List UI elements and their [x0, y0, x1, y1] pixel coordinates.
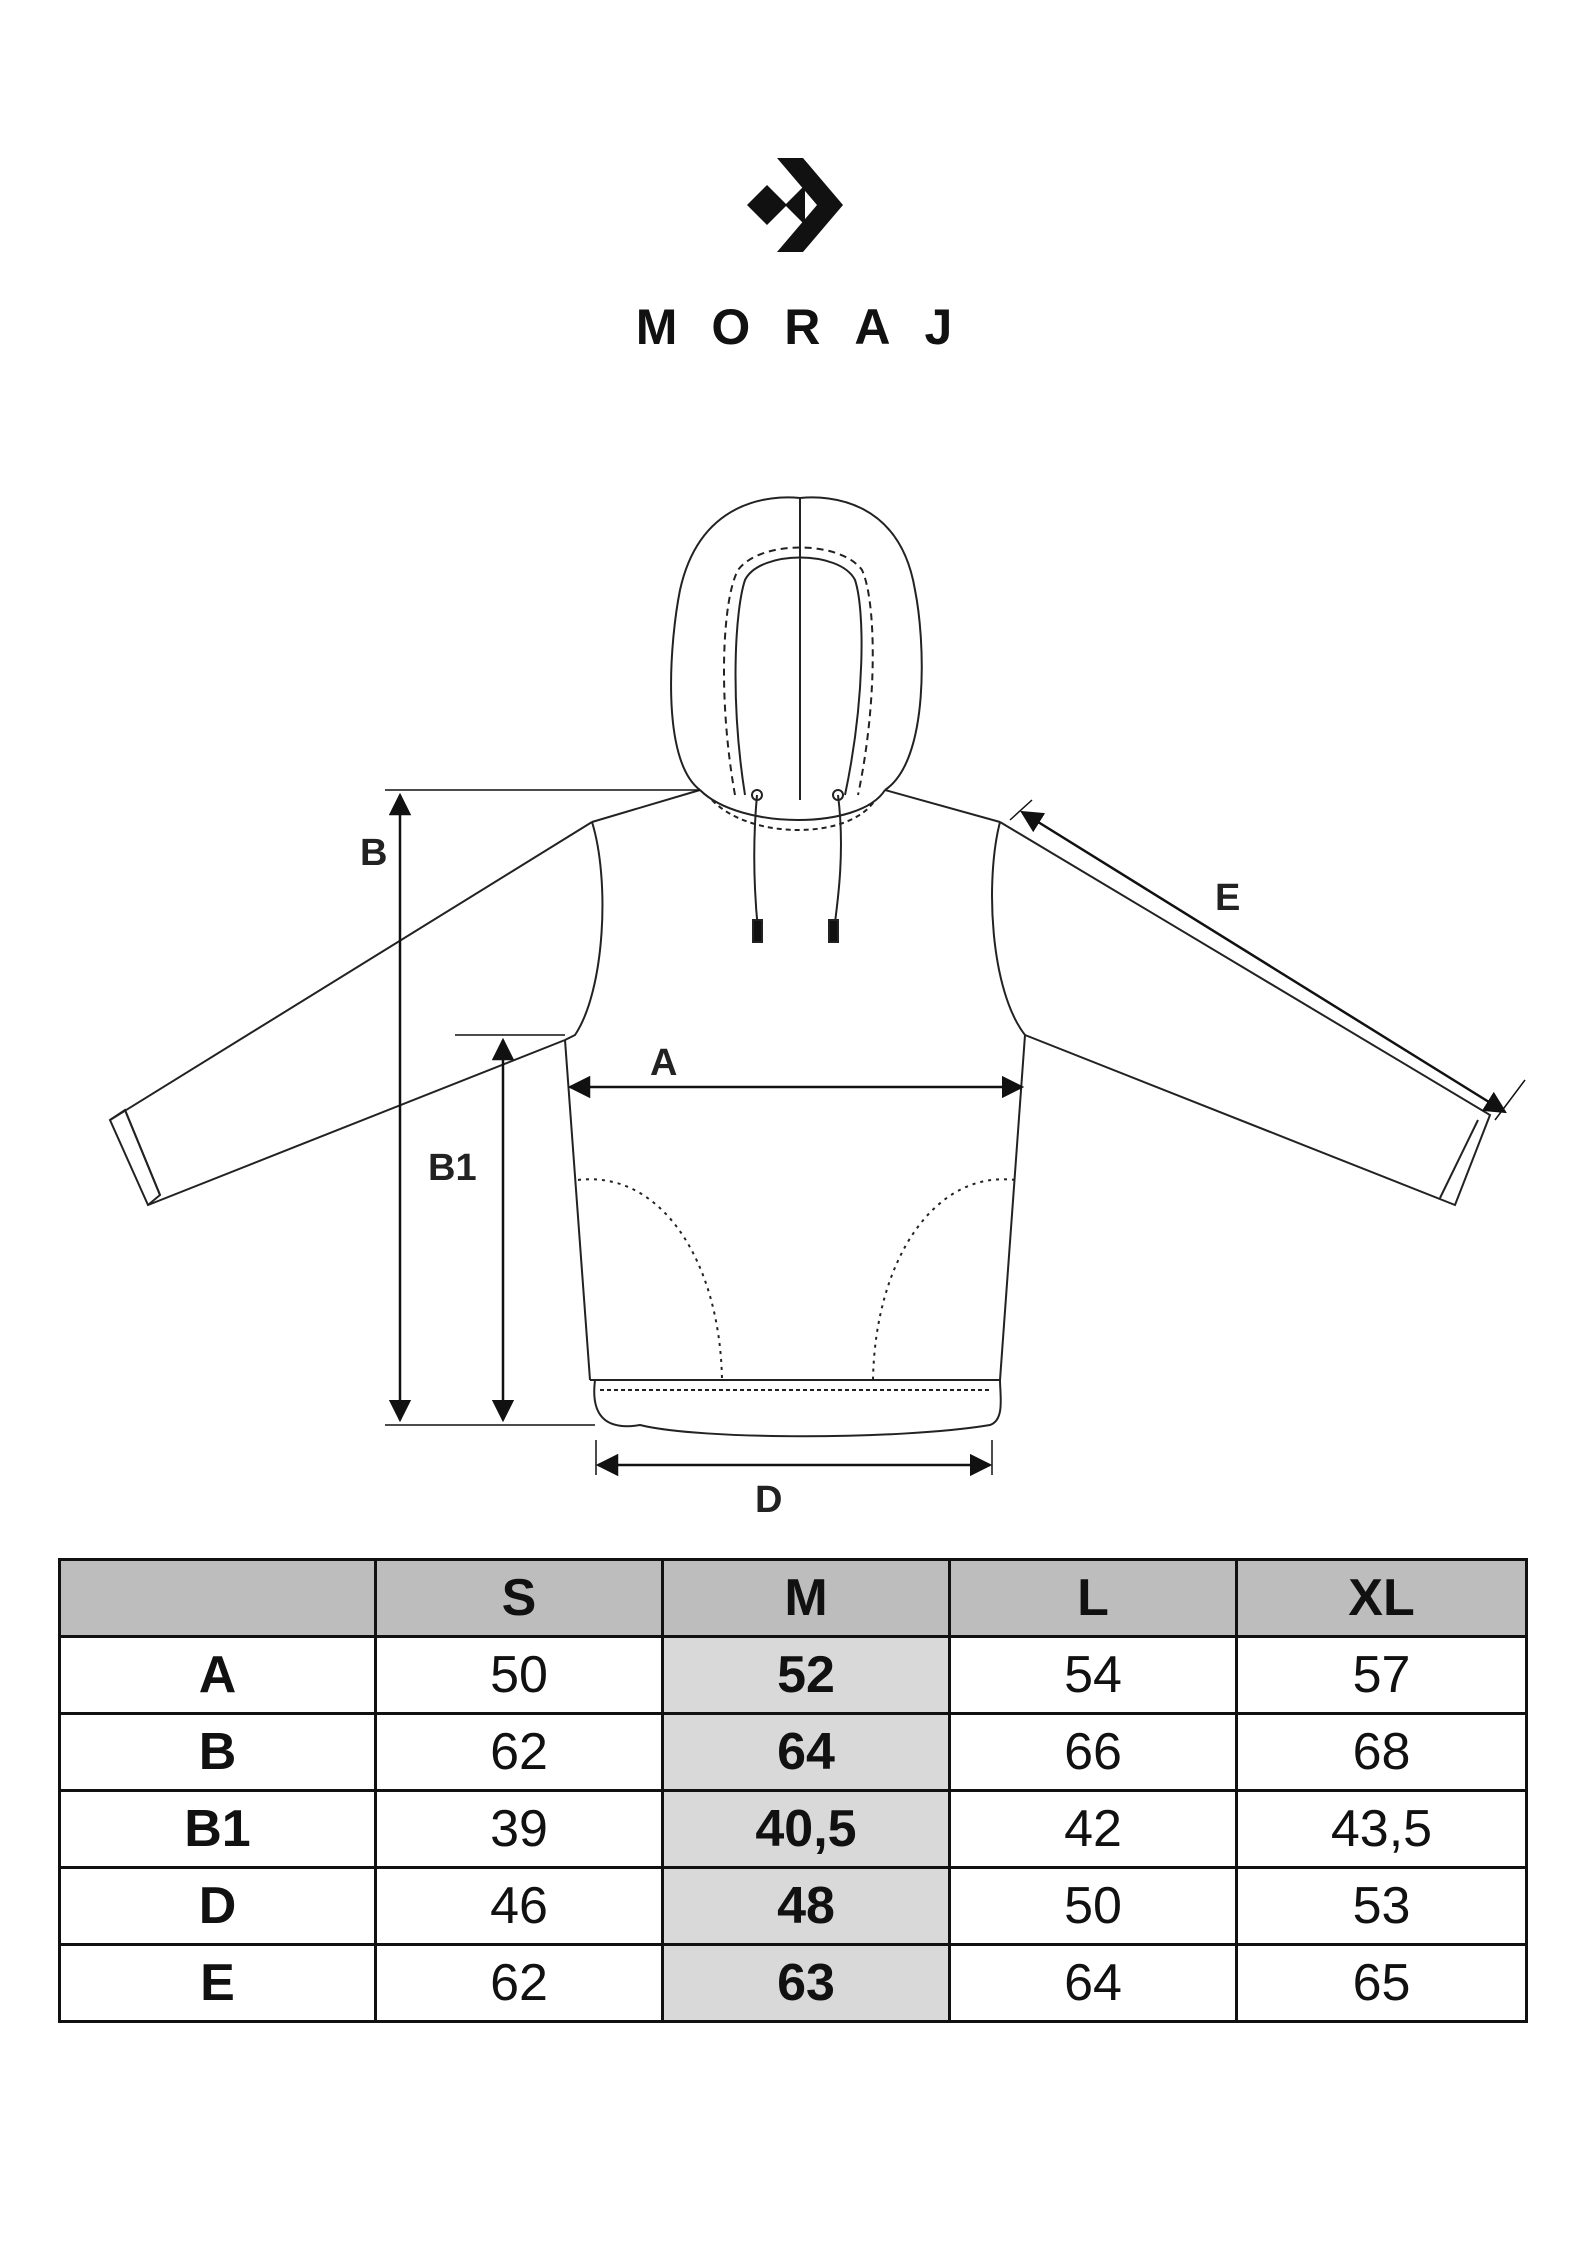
cell-value: 50 [376, 1637, 663, 1714]
cell-value: 64 [950, 1945, 1237, 2022]
cell-value-highlight: 40,5 [663, 1791, 950, 1868]
row-label: B [60, 1714, 376, 1791]
table-row [60, 1791, 1527, 1868]
cell-value: 50 [950, 1868, 1237, 1945]
row-label: D [60, 1868, 376, 1945]
label-d: D [755, 1479, 783, 1521]
cell-value-highlight: 64 [663, 1714, 950, 1791]
cell-value: 66 [950, 1714, 1237, 1791]
cell-value: 53 [1237, 1868, 1527, 1945]
header-corner [60, 1560, 376, 1637]
cell-value: 62 [376, 1714, 663, 1791]
table-row [60, 1868, 1527, 1945]
header-size-xl: XL [1237, 1560, 1527, 1637]
cell-value: 57 [1237, 1637, 1527, 1714]
label-a: A [650, 1042, 678, 1084]
cell-value: 65 [1237, 1945, 1527, 2022]
cell-value: 39 [376, 1791, 663, 1868]
cell-value-highlight: 52 [663, 1637, 950, 1714]
table-row [60, 1637, 1527, 1714]
cell-value: 42 [950, 1791, 1237, 1868]
table-row [60, 1714, 1527, 1791]
cell-value-highlight: 63 [663, 1945, 950, 2022]
label-e: E [1215, 877, 1241, 919]
row-label: B1 [60, 1791, 376, 1868]
cell-value: 43,5 [1237, 1791, 1527, 1868]
size-table [58, 1558, 1528, 2023]
brand-name: MORAJ [635, 299, 987, 355]
label-b: B [360, 832, 388, 874]
cell-value: 62 [376, 1945, 663, 2022]
table-row [60, 1945, 1527, 2022]
row-label: A [60, 1637, 376, 1714]
hoodie-icon [110, 497, 1490, 1436]
cell-value: 54 [950, 1637, 1237, 1714]
header-size-s: S [376, 1560, 663, 1637]
row-label: E [60, 1945, 376, 2022]
label-b1: B1 [428, 1147, 477, 1189]
table-header-row [60, 1560, 1527, 1637]
cell-value: 68 [1237, 1714, 1527, 1791]
header-size-m: M [663, 1560, 950, 1637]
cell-value-highlight: 48 [663, 1868, 950, 1945]
header-size-l: L [950, 1560, 1237, 1637]
cell-value: 46 [376, 1868, 663, 1945]
